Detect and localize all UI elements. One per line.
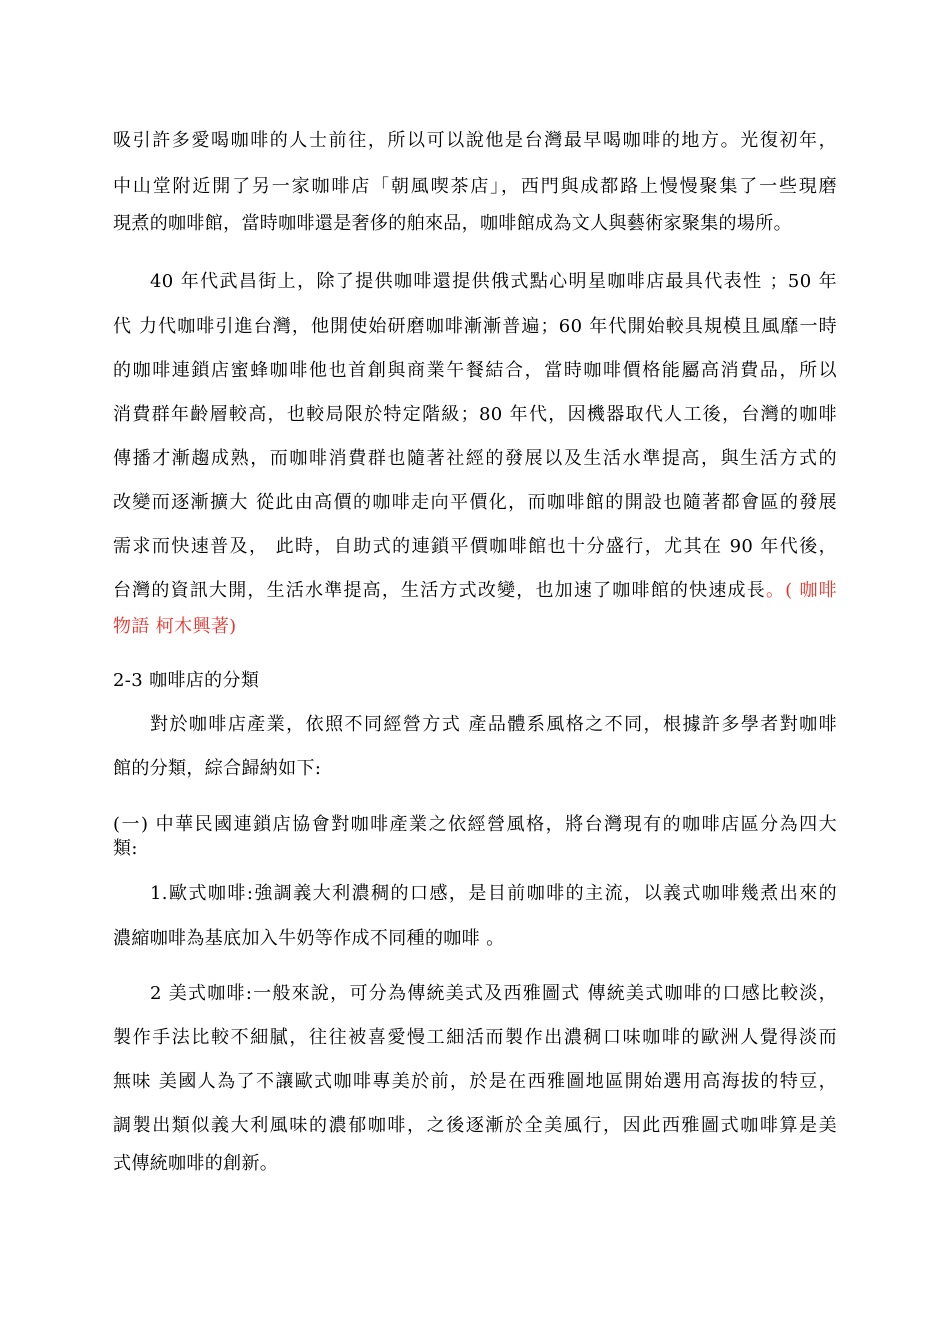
paragraph-2-line-3: 的咖啡連鎖店蜜蜂咖啡他也首創與商業午餐結合，當時咖啡價格能屬高消費品，所以 bbox=[113, 360, 837, 381]
paragraph-2-line-1: 40 年代武昌街上，除了提供咖啡還提供俄式點心明星咖啡店最具代表性 ；50 年 bbox=[150, 271, 837, 292]
subitem-1-line-2: 濃縮咖啡為基底加入牛奶等作成不同種的咖啡 。 bbox=[113, 928, 505, 949]
paragraph-2-line-5: 傳播才漸趨成熟，而咖啡消費群也隨著社經的發展以及生活水準提高，與生活方式的 bbox=[113, 448, 837, 469]
paragraph-2-line-8-text: 台灣的資訊大開，生活水準提高，生活方式改變，也加速了咖啡館的快速成長 bbox=[113, 580, 766, 601]
paragraph-1-line-3: 現煮的咖啡館，當時咖啡還是奢侈的舶來品，咖啡館成為文人與藝術家聚集的場所。 bbox=[113, 213, 792, 234]
paragraph-3-line-1: 對於咖啡店產業，依照不同經營方式 產品體系風格之不同，根據許多學者對咖啡 bbox=[150, 714, 837, 735]
paragraph-1-line-2: 中山堂附近開了另一家咖啡店「朝風喫茶店」，西門與成都路上慢慢聚集了一些現磨 bbox=[113, 176, 837, 197]
paragraph-2-line-4: 消費群年齡層較高，也較局限於特定階級；80 年代，因機器取代人工後，台灣的咖啡 bbox=[113, 404, 837, 425]
paragraph-3-line-2: 館的分類，綜合歸納如下: bbox=[113, 758, 322, 779]
subitem-1-line-1: 1.歐式咖啡:強調義大利濃稠的口感，是目前咖啡的主流，以義式咖啡幾煮出來的 bbox=[150, 883, 837, 904]
paragraph-2-line-6: 改變而逐漸擴大 從此由高價的咖啡走向平價化，而咖啡館的開設也隨著都會區的發展 bbox=[113, 492, 837, 513]
subitem-2-line-4: 調製出類似義大利風味的濃郁咖啡，之後逐漸於全美風行，因此西雅圖式咖啡算是美 bbox=[113, 1115, 837, 1136]
citation-part-1: 。( 咖啡 bbox=[765, 580, 837, 601]
paragraph-1-line-1: 吸引許多愛喝咖啡的人士前往，所以可以說他是台灣最早喝咖啡的地方。光復初年， bbox=[113, 130, 837, 151]
subitem-2-line-2: 製作手法比較不細膩，往往被喜愛慢工細活而製作出濃稠口味咖啡的歐洲人覺得淡而 bbox=[113, 1027, 837, 1048]
paragraph-2-line-2: 代 力代咖啡引進台灣，他開使始研磨咖啡漸漸普遍；60 年代開始較具規模且風靡一時 bbox=[113, 316, 837, 337]
subitem-2-line-3: 無味 美國人為了不讓歐式咖啡專美於前，於是在西雅圖地區開始選用高海拔的特豆， bbox=[113, 1071, 837, 1092]
item-1-line-2: 類: bbox=[113, 838, 138, 859]
paragraph-2-line-8 bbox=[113, 571, 837, 611]
citation-part-2: 物語 柯木興著) bbox=[113, 616, 237, 637]
subitem-2-line-5: 式傳統咖啡的創新。 bbox=[113, 1153, 279, 1174]
section-heading: 2-3 咖啡店的分類 bbox=[113, 670, 260, 691]
subitem-2-line-1: 2 美式咖啡:一般來說，可分為傳統美式及西雅圖式 傳統美式咖啡的口感比較淡， bbox=[150, 983, 837, 1004]
item-1-line-1: (一) 中華民國連鎖店協會對咖啡產業之依經營風格，將台灣現有的咖啡店區分為四大 bbox=[113, 814, 837, 835]
paragraph-2-line-7: 需求而快速普及， 此時，自助式的連鎖平價咖啡館也十分盛行，尤其在 90 年代後， bbox=[113, 536, 837, 557]
